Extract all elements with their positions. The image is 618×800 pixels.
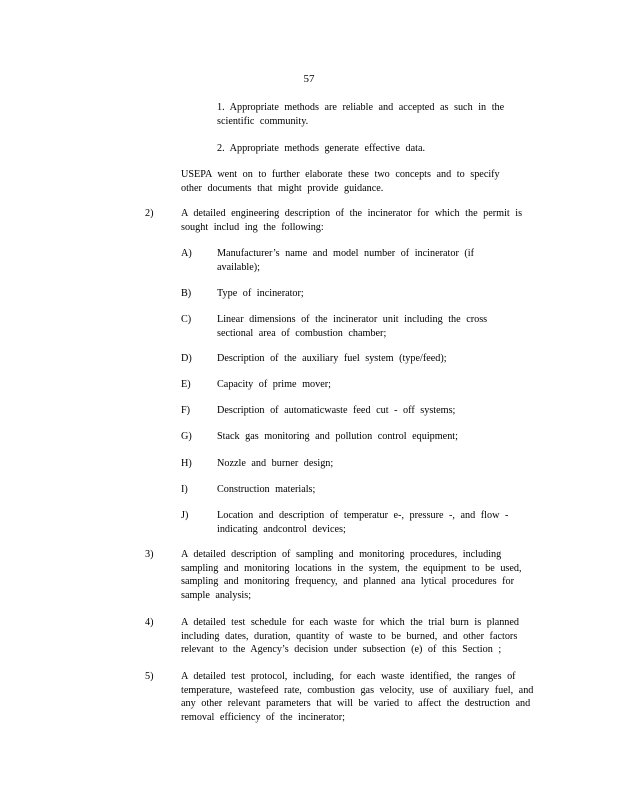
- subitem-text-c: Linear dimensions of the incinerator unit including the cross sectional area of combustion chamber;: [217, 314, 488, 339]
- subitem-label-c: C): [181, 314, 192, 325]
- subitem-label-g: G): [181, 431, 192, 442]
- subitem-text-f: Description of automaticwaste feed cut - off systems;: [217, 405, 456, 416]
- subitem-text-j: Location and description of temperatur e-, pressure -, and flow - indicating andcontrol devices;: [217, 510, 509, 535]
- item-text-2: A detailed engineering description of the incinerator for which the permit is sought includ ing the following:: [181, 208, 523, 233]
- usepa-paragraph: USEPA went on to further elaborate these two concepts and to specify other documents that might provide guidance.: [181, 169, 500, 194]
- subitem-label-f: F): [181, 405, 191, 416]
- subitem-label-a: A): [181, 248, 192, 259]
- subitem-label-b: B): [181, 288, 192, 299]
- subitem-text-i: Construction materials;: [217, 484, 316, 495]
- intro-item-2: 2. Appropriate methods generate effective data.: [217, 143, 426, 154]
- subitem-text-d: Description of the auxiliary fuel system (type/feed);: [217, 353, 447, 364]
- page-number: 57: [303, 73, 315, 85]
- subitem-label-e: E): [181, 379, 191, 390]
- subitem-text-h: Nozzle and burner design;: [217, 458, 334, 469]
- item-number-3: 3): [145, 549, 154, 560]
- item-text-4: A detailed test schedule for each waste for which the trial burn is planned including dates, duration, quantity of waste to be burned, and other factors relevant to the Agency’s decision under subsection (e) of this Section ;: [181, 617, 520, 655]
- subitem-text-g: Stack gas monitoring and pollution control equipment;: [217, 431, 458, 442]
- subitem-text-b: Type of incinerator;: [217, 288, 304, 299]
- subitem-text-e: Capacity of prime mover;: [217, 379, 331, 390]
- subitem-text-a: Manufacturer’s name and model number of incinerator (if available);: [217, 248, 475, 273]
- item-number-4: 4): [145, 617, 154, 628]
- item-text-5: A detailed test protocol, including, for each waste identified, the ranges of temperature, wastefeed rate, combustion gas velocity, use of auxiliary fuel, and any other relevant parameters that will be varied to affect the destruction and removal efficiency of the incinerator;: [181, 671, 534, 723]
- intro-item-1: 1. Appropriate methods are reliable and accepted as such in the scientific community.: [217, 102, 505, 127]
- subitem-label-i: I): [181, 484, 188, 495]
- item-text-3: A detailed description of sampling and monitoring procedures, including sampling and monitoring locations in the system, the equipment to be used, sampling and monitoring frequency, and planned ana lytical procedures for sample analysis;: [181, 549, 522, 601]
- item-number-5: 5): [145, 671, 154, 682]
- subitem-label-h: H): [181, 458, 192, 469]
- subitem-label-d: D): [181, 353, 192, 364]
- subitem-label-j: J): [181, 510, 189, 521]
- item-number-2: 2): [145, 208, 154, 219]
